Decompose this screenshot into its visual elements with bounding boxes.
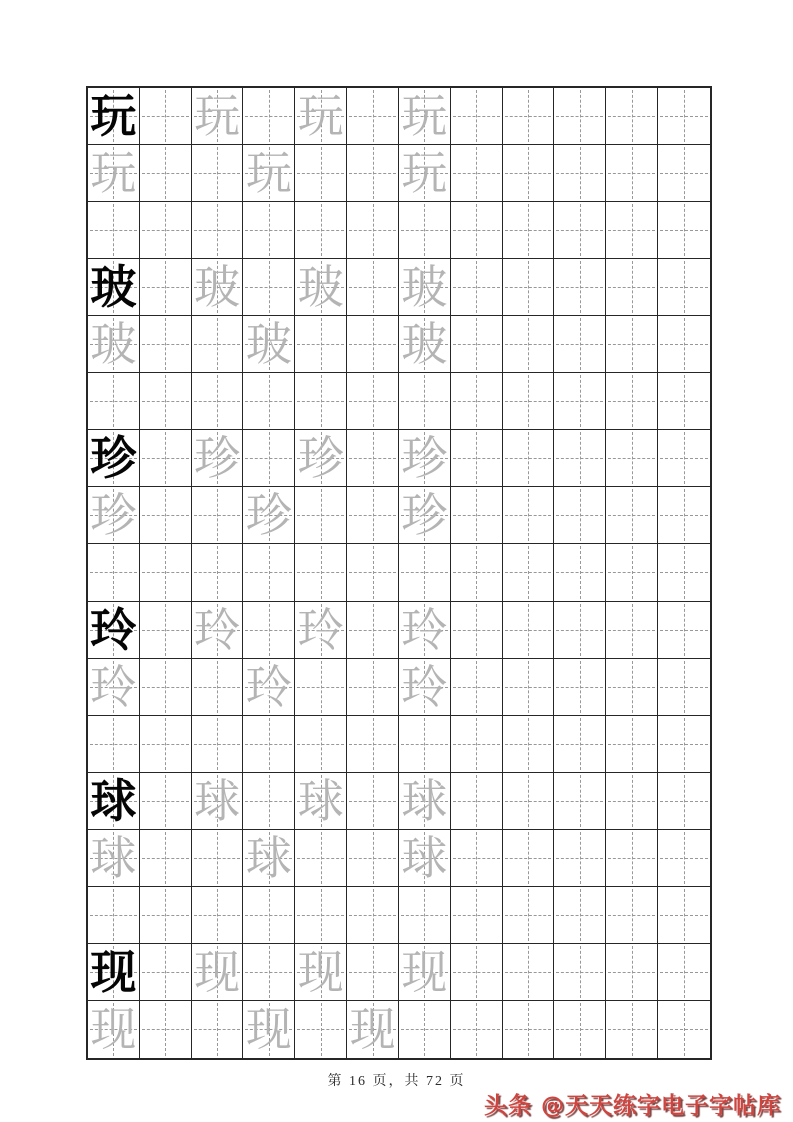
practice-cell <box>399 944 451 1001</box>
practice-cell <box>88 316 140 373</box>
practice-cell <box>192 773 244 830</box>
practice-cell <box>243 830 295 887</box>
practice-cell <box>606 887 658 944</box>
trace-character: 珍 <box>401 488 448 543</box>
practice-cell <box>606 259 658 316</box>
practice-cell <box>399 773 451 830</box>
trace-character: 珍 <box>297 431 344 486</box>
practice-cell <box>658 887 710 944</box>
practice-cell <box>243 373 295 430</box>
practice-cell <box>140 88 192 145</box>
practice-cell <box>399 830 451 887</box>
practice-cell <box>88 487 140 544</box>
practice-cell <box>88 88 140 145</box>
practice-cell <box>243 716 295 773</box>
practice-cell <box>606 145 658 202</box>
practice-cell <box>554 944 606 1001</box>
practice-cell <box>243 487 295 544</box>
practice-cell <box>606 316 658 373</box>
practice-cell <box>295 487 347 544</box>
practice-cell <box>399 373 451 430</box>
practice-cell <box>295 830 347 887</box>
practice-cell <box>503 259 555 316</box>
practice-cell <box>606 602 658 659</box>
practice-cell <box>658 544 710 601</box>
practice-cell <box>347 430 399 487</box>
practice-cell <box>295 373 347 430</box>
practice-cell <box>451 830 503 887</box>
trace-character: 球 <box>194 773 241 828</box>
trace-character: 玻 <box>90 317 137 372</box>
practice-cell <box>140 830 192 887</box>
practice-cell <box>503 1001 555 1058</box>
practice-cell <box>243 602 295 659</box>
practice-cell <box>451 544 503 601</box>
practice-cell <box>295 544 347 601</box>
practice-cell <box>399 316 451 373</box>
practice-cell <box>451 430 503 487</box>
practice-cell <box>243 259 295 316</box>
practice-cell <box>243 316 295 373</box>
practice-cell <box>399 659 451 716</box>
practice-cell <box>554 659 606 716</box>
practice-cell <box>399 887 451 944</box>
practice-cell <box>658 944 710 1001</box>
practice-cell <box>140 430 192 487</box>
trace-character: 玲 <box>90 659 137 714</box>
practice-cell <box>451 88 503 145</box>
trace-character: 珍 <box>245 488 292 543</box>
practice-cell <box>451 1001 503 1058</box>
practice-cell <box>295 659 347 716</box>
trace-character: 玻 <box>401 260 448 315</box>
practice-cell <box>606 716 658 773</box>
practice-cell <box>140 202 192 259</box>
trace-character: 玻 <box>194 260 241 315</box>
practice-cell <box>347 259 399 316</box>
practice-cell <box>554 430 606 487</box>
practice-cell <box>347 487 399 544</box>
practice-cell <box>295 716 347 773</box>
practice-cell <box>347 716 399 773</box>
trace-character: 玩 <box>297 89 344 144</box>
practice-cell <box>192 202 244 259</box>
practice-cell <box>503 830 555 887</box>
trace-character: 玩 <box>401 146 448 201</box>
practice-cell <box>347 887 399 944</box>
trace-character: 玲 <box>194 602 241 657</box>
practice-cell <box>192 316 244 373</box>
practice-cell <box>503 773 555 830</box>
practice-cell <box>347 145 399 202</box>
trace-character: 球 <box>245 830 292 885</box>
practice-cell <box>658 602 710 659</box>
practice-cell <box>503 88 555 145</box>
practice-cell <box>451 145 503 202</box>
practice-cell <box>88 773 140 830</box>
trace-character: 玻 <box>401 317 448 372</box>
practice-cell <box>554 316 606 373</box>
practice-cell <box>606 430 658 487</box>
practice-cell <box>295 316 347 373</box>
practice-cell <box>192 544 244 601</box>
practice-cell <box>606 373 658 430</box>
practice-cell <box>347 1001 399 1058</box>
practice-cell <box>243 202 295 259</box>
practice-cell <box>399 430 451 487</box>
trace-character: 玻 <box>297 260 344 315</box>
practice-cell <box>192 430 244 487</box>
practice-cell <box>295 602 347 659</box>
practice-cell <box>658 88 710 145</box>
practice-cell <box>451 259 503 316</box>
practice-cell <box>451 202 503 259</box>
model-character: 玩 <box>90 89 137 144</box>
practice-cell <box>243 430 295 487</box>
practice-cell <box>295 773 347 830</box>
practice-cell <box>399 544 451 601</box>
practice-cell <box>554 487 606 544</box>
practice-cell <box>451 316 503 373</box>
practice-cell <box>503 887 555 944</box>
practice-cell <box>658 259 710 316</box>
practice-cell <box>399 1001 451 1058</box>
practice-cell <box>658 773 710 830</box>
practice-cell <box>88 944 140 1001</box>
practice-cell <box>295 145 347 202</box>
practice-cell <box>554 544 606 601</box>
model-character: 现 <box>90 944 137 999</box>
practice-cell <box>658 487 710 544</box>
trace-character: 玲 <box>297 602 344 657</box>
practice-cell <box>658 830 710 887</box>
practice-cell <box>347 659 399 716</box>
practice-cell <box>140 716 192 773</box>
practice-cell <box>88 373 140 430</box>
practice-cell <box>503 716 555 773</box>
practice-cell <box>192 602 244 659</box>
practice-cell <box>503 602 555 659</box>
practice-cell <box>503 544 555 601</box>
practice-cell <box>554 145 606 202</box>
practice-cell <box>295 430 347 487</box>
practice-cell <box>503 659 555 716</box>
practice-cell <box>88 259 140 316</box>
practice-cell <box>347 544 399 601</box>
practice-cell <box>451 716 503 773</box>
practice-cell <box>243 887 295 944</box>
practice-cell <box>243 659 295 716</box>
practice-cell <box>503 944 555 1001</box>
practice-cell <box>243 145 295 202</box>
practice-cell <box>295 944 347 1001</box>
practice-cell <box>451 773 503 830</box>
practice-cell <box>451 373 503 430</box>
practice-cell <box>88 544 140 601</box>
practice-cell <box>192 487 244 544</box>
practice-cell <box>399 487 451 544</box>
trace-character: 珍 <box>194 431 241 486</box>
practice-cell <box>192 1001 244 1058</box>
practice-cell <box>295 259 347 316</box>
practice-cell <box>140 773 192 830</box>
practice-cell <box>554 716 606 773</box>
practice-cell <box>606 202 658 259</box>
practice-cell <box>606 944 658 1001</box>
trace-character: 球 <box>90 830 137 885</box>
practice-cell <box>451 659 503 716</box>
practice-cell <box>192 944 244 1001</box>
practice-cell <box>243 773 295 830</box>
practice-cell <box>347 373 399 430</box>
practice-cell <box>451 602 503 659</box>
practice-cell <box>554 830 606 887</box>
practice-cell <box>243 1001 295 1058</box>
practice-cell <box>243 944 295 1001</box>
practice-cell <box>606 88 658 145</box>
trace-character: 现 <box>194 944 241 999</box>
practice-cell <box>658 145 710 202</box>
practice-cell <box>295 1001 347 1058</box>
practice-cell <box>295 88 347 145</box>
practice-cell <box>503 316 555 373</box>
practice-cell <box>192 830 244 887</box>
trace-character: 珍 <box>401 431 448 486</box>
practice-cell <box>554 373 606 430</box>
practice-cell <box>347 88 399 145</box>
page-number-footer: 第 16 页，共 72 页 <box>327 1074 466 1089</box>
practice-cell <box>554 887 606 944</box>
practice-cell <box>658 716 710 773</box>
model-character: 球 <box>90 773 137 828</box>
practice-cell <box>140 544 192 601</box>
practice-cell <box>88 830 140 887</box>
practice-cell <box>658 373 710 430</box>
practice-grid <box>86 86 712 1060</box>
practice-cell <box>347 773 399 830</box>
trace-character: 玲 <box>401 659 448 714</box>
practice-cell <box>399 202 451 259</box>
trace-character: 球 <box>401 830 448 885</box>
practice-cell <box>399 88 451 145</box>
practice-cell <box>451 944 503 1001</box>
practice-cell <box>88 887 140 944</box>
practice-cell <box>658 1001 710 1058</box>
practice-cell <box>451 487 503 544</box>
trace-character: 玩 <box>245 146 292 201</box>
trace-character: 玲 <box>401 602 448 657</box>
practice-cell <box>140 887 192 944</box>
practice-cell <box>451 887 503 944</box>
practice-cell <box>347 602 399 659</box>
trace-character: 球 <box>401 773 448 828</box>
practice-cell <box>295 202 347 259</box>
practice-cell <box>192 716 244 773</box>
practice-cell <box>88 145 140 202</box>
practice-cell <box>140 944 192 1001</box>
practice-cell <box>140 259 192 316</box>
practice-cell <box>347 830 399 887</box>
practice-cell <box>503 145 555 202</box>
practice-cell <box>658 316 710 373</box>
practice-cell <box>606 773 658 830</box>
practice-cell <box>606 659 658 716</box>
practice-cell <box>192 259 244 316</box>
practice-cell <box>399 259 451 316</box>
practice-cell <box>88 716 140 773</box>
model-character: 玲 <box>90 602 137 657</box>
practice-cell <box>140 487 192 544</box>
practice-cell <box>243 88 295 145</box>
model-character: 玻 <box>90 260 137 315</box>
watermark-text: 头条 @天天练字电子字帖库 <box>483 1093 781 1119</box>
practice-cell <box>192 373 244 430</box>
practice-cell <box>88 1001 140 1058</box>
practice-cell <box>295 887 347 944</box>
practice-cell <box>140 1001 192 1058</box>
practice-cell <box>140 373 192 430</box>
practice-cell <box>554 773 606 830</box>
practice-cell <box>88 602 140 659</box>
trace-character: 现 <box>297 944 344 999</box>
practice-cell <box>554 602 606 659</box>
practice-cell <box>503 487 555 544</box>
practice-cell <box>503 430 555 487</box>
trace-character: 玲 <box>245 659 292 714</box>
practice-cell <box>606 830 658 887</box>
practice-cell <box>554 88 606 145</box>
practice-cell <box>606 1001 658 1058</box>
practice-cell <box>192 887 244 944</box>
practice-cell <box>658 202 710 259</box>
practice-cell <box>140 145 192 202</box>
trace-character: 球 <box>297 773 344 828</box>
practice-cell <box>347 316 399 373</box>
model-character: 珍 <box>90 431 137 486</box>
practice-cell <box>554 202 606 259</box>
practice-cell <box>399 145 451 202</box>
trace-character: 珍 <box>90 488 137 543</box>
practice-cell <box>140 316 192 373</box>
practice-cell <box>554 259 606 316</box>
practice-cell <box>606 544 658 601</box>
practice-cell <box>192 88 244 145</box>
trace-character: 玩 <box>194 89 241 144</box>
trace-character: 玩 <box>90 146 137 201</box>
practice-cell <box>503 202 555 259</box>
practice-cell <box>192 145 244 202</box>
practice-cell <box>347 944 399 1001</box>
practice-cell <box>347 202 399 259</box>
practice-cell <box>88 202 140 259</box>
practice-cell <box>399 716 451 773</box>
practice-cell <box>88 430 140 487</box>
practice-cell <box>658 659 710 716</box>
trace-character: 现 <box>401 944 448 999</box>
practice-cell <box>658 430 710 487</box>
practice-cell <box>606 487 658 544</box>
trace-character: 现 <box>90 1002 137 1057</box>
practice-cell <box>88 659 140 716</box>
trace-character: 玩 <box>401 89 448 144</box>
practice-cell <box>192 659 244 716</box>
trace-character: 现 <box>245 1002 292 1057</box>
trace-character: 玻 <box>245 317 292 372</box>
practice-cell <box>243 544 295 601</box>
practice-cell <box>140 659 192 716</box>
practice-cell <box>503 373 555 430</box>
practice-cell <box>140 602 192 659</box>
practice-cell <box>399 602 451 659</box>
practice-cell <box>554 1001 606 1058</box>
trace-character: 现 <box>349 1002 396 1057</box>
